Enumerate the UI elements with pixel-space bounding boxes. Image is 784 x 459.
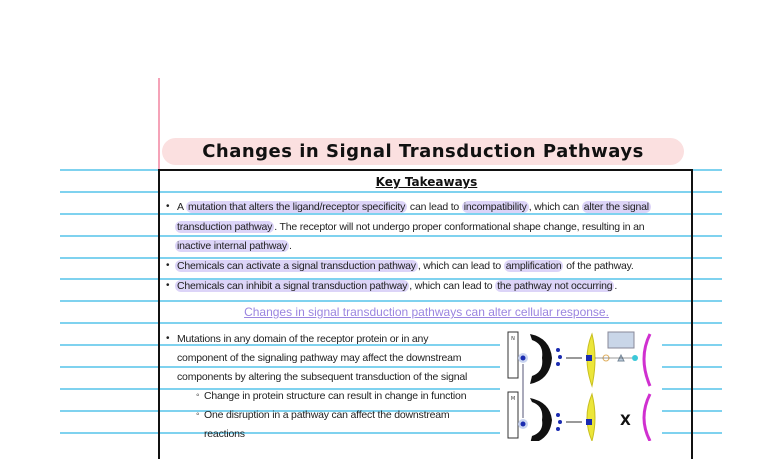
highlight: transduction pathway	[177, 221, 273, 233]
mutation-sub-2-line-1: One disruption in a pathway can affect the downstream	[204, 409, 450, 421]
text: , which can lead to	[417, 260, 504, 272]
mutation-sub-1: Change in protein structure can result in change in function	[204, 390, 467, 402]
text: A	[177, 201, 184, 213]
svg-text:N: N	[511, 336, 515, 342]
takeaway-1-line-2	[175, 221, 644, 233]
text: .	[614, 280, 618, 292]
highlight: alter the signal	[583, 201, 649, 213]
text: of the pathway.	[563, 260, 634, 272]
summary-text: Changes in signal transduction pathways can alter cellular response.	[244, 305, 609, 319]
mutation-line-1: Mutations in any domain of the receptor protein or in any	[177, 333, 429, 345]
page-title: Changes in Signal Transduction Pathways	[202, 141, 644, 162]
text: can lead to	[407, 201, 462, 213]
text: , which can	[528, 201, 582, 213]
mutation-line-3: components by altering the subsequent transduction of the signal	[177, 371, 468, 383]
summary-statement	[158, 303, 695, 321]
highlight: amplification	[505, 260, 562, 272]
sub-bullet-icon: ◦	[196, 390, 200, 401]
bullet-icon: •	[166, 201, 170, 212]
section-heading	[158, 173, 695, 191]
svg-text:M: M	[510, 396, 516, 402]
highlight: Chemicals can inhibit a signal transduction pathway	[177, 280, 408, 292]
highlight: the pathway not occurring	[497, 280, 613, 292]
svg-text:X: X	[620, 413, 631, 429]
key-takeaways-heading: Key Takeaways	[375, 175, 478, 189]
mutation-sub-2-line-2: reactions	[204, 428, 245, 440]
text: , which can lead to	[409, 280, 496, 292]
takeaway-1-line-3	[175, 240, 292, 252]
text: .	[288, 240, 292, 252]
highlight: inactive internal pathway	[177, 240, 287, 252]
signal-pathway-diagram	[500, 328, 662, 441]
highlight: incompatibility	[463, 201, 527, 213]
bullet-icon: •	[166, 280, 170, 291]
bullet-icon: •	[166, 333, 170, 344]
pathway-diagram-icon	[500, 328, 662, 441]
title-banner	[162, 138, 684, 165]
bullet-icon: •	[166, 260, 170, 271]
mutation-line-2: component of the signaling pathway may affect the downstream	[177, 352, 462, 364]
highlight: Chemicals can activate a signal transduction pathway	[177, 260, 416, 272]
takeaway-2	[175, 260, 634, 272]
highlight: mutation that alters the ligand/receptor specificity	[187, 201, 406, 213]
takeaway-3	[175, 280, 617, 292]
margin-line	[158, 78, 160, 170]
sub-bullet-icon: ◦	[196, 409, 200, 420]
text: . The receptor will not undergo proper conformational shape change, resulting in an	[274, 221, 645, 233]
takeaway-1-line-1	[177, 201, 651, 213]
